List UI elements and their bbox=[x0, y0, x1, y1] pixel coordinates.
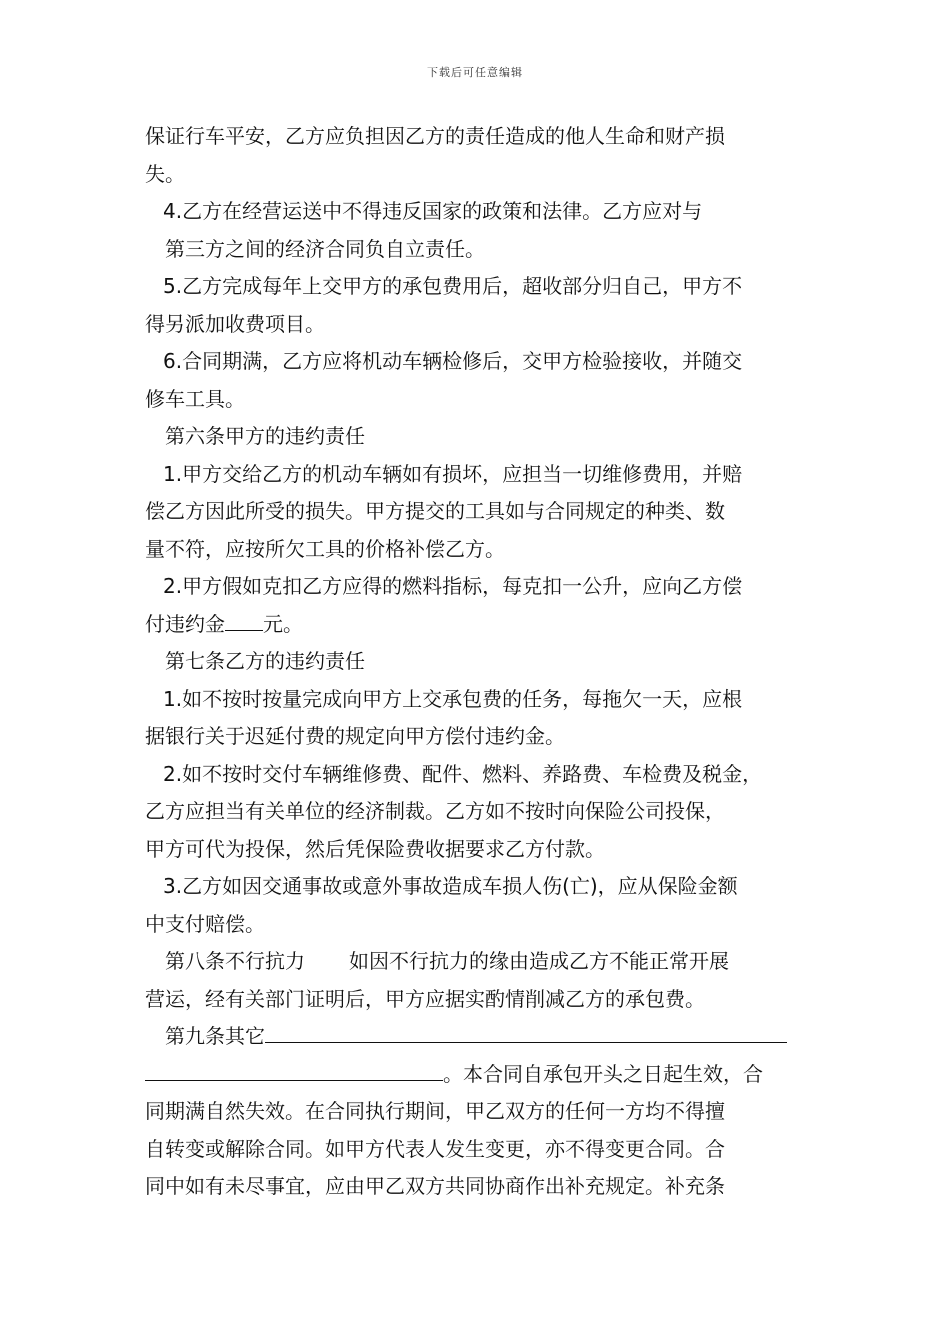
text-line: 量不符，应按所欠工具的价格补偿乙方。 bbox=[145, 536, 505, 561]
text-line bbox=[145, 606, 810, 644]
text-line bbox=[145, 1018, 810, 1056]
text-fragment: 如因不行抗力的缘由造成乙方不能正常开展 bbox=[349, 949, 729, 973]
text-line: 甲方可代为投保，然后凭保险费收据要求乙方付款。 bbox=[145, 836, 605, 861]
text-line: 乙方应担当有关单位的经济制裁。乙方如不按时向保险公司投保， bbox=[145, 799, 725, 823]
text-line: 偿乙方因此所受的损失。甲方提交的工具如与合同规定的种类、数 bbox=[145, 499, 725, 523]
text-line: 2.如不按时交付车辆维修费、配件、燃料、养路费、车检费及税金， bbox=[163, 761, 763, 786]
text-line: 自转变或解除合同。如甲方代表人发生变更，亦不得变更合同。合 bbox=[145, 1136, 725, 1161]
text-line: 据银行关于迟延付费的规定向甲方偿付违约金。 bbox=[145, 724, 565, 748]
text-line: 4.乙方在经营运送中不得违反国家的政策和法律。乙方应对与 bbox=[163, 199, 703, 223]
text-line: 6.合同期满，乙方应将机动车辆检修后，交甲方检验接收，并随交 bbox=[163, 349, 743, 373]
section-heading: 第九条其它 bbox=[165, 1024, 265, 1048]
text-fragment: 。本合同自承包开头之日起生效，合 bbox=[443, 1061, 763, 1086]
blank-line bbox=[265, 1020, 787, 1043]
text-line bbox=[145, 943, 810, 981]
blank-line bbox=[145, 1058, 443, 1081]
text-line bbox=[145, 1056, 810, 1094]
document-body bbox=[145, 118, 810, 1206]
text-fragment: 元。 bbox=[263, 611, 303, 636]
section-heading: 第八条不行抗力 bbox=[165, 949, 305, 973]
text-line: 5.乙方完成每年上交甲方的承包费用后，超收部分归自己，甲方不 bbox=[163, 274, 743, 298]
section-heading: 第六条甲方的违约责任 bbox=[165, 424, 365, 448]
text-line: 1.如不按时按量完成向甲方上交承包费的任务，每拖欠一天，应根 bbox=[163, 686, 743, 711]
blank-line bbox=[225, 608, 263, 631]
header-note: 下载后可任意编辑 bbox=[427, 66, 523, 79]
text-line: 得另派加收费项目。 bbox=[145, 311, 325, 336]
section-heading: 第七条乙方的违约责任 bbox=[165, 649, 365, 673]
text-line: 1.甲方交给乙方的机动车辆如有损坏，应担当一切维修费用，并赔 bbox=[163, 461, 743, 486]
text-line: 同期满自然失效。在合同执行期间，甲乙双方的任何一方均不得擅 bbox=[145, 1099, 725, 1123]
text-line: 失。 bbox=[145, 161, 185, 186]
text-fragment: 付违约金 bbox=[145, 611, 225, 636]
text-line: 保证行车平安，乙方应负担因乙方的责任造成的他人生命和财产损 bbox=[145, 124, 725, 148]
text-line: 营运，经有关部门证明后，甲方应据实酌情削减乙方的承包费。 bbox=[145, 986, 705, 1011]
text-line: 第三方之间的经济合同负自立责任。 bbox=[165, 236, 485, 261]
text-line: 2.甲方假如克扣乙方应得的燃料指标，每克扣一公升，应向乙方偿 bbox=[163, 574, 743, 598]
text-line: 3.乙方如因交通事故或意外事故造成车损人伤(亡)，应从保险金额 bbox=[163, 874, 738, 898]
text-line: 中支付赔偿。 bbox=[145, 911, 265, 936]
text-line: 同中如有未尽事宜，应由甲乙双方共同协商作出补充规定。补充条 bbox=[145, 1174, 725, 1198]
text-line: 修车工具。 bbox=[145, 386, 245, 411]
